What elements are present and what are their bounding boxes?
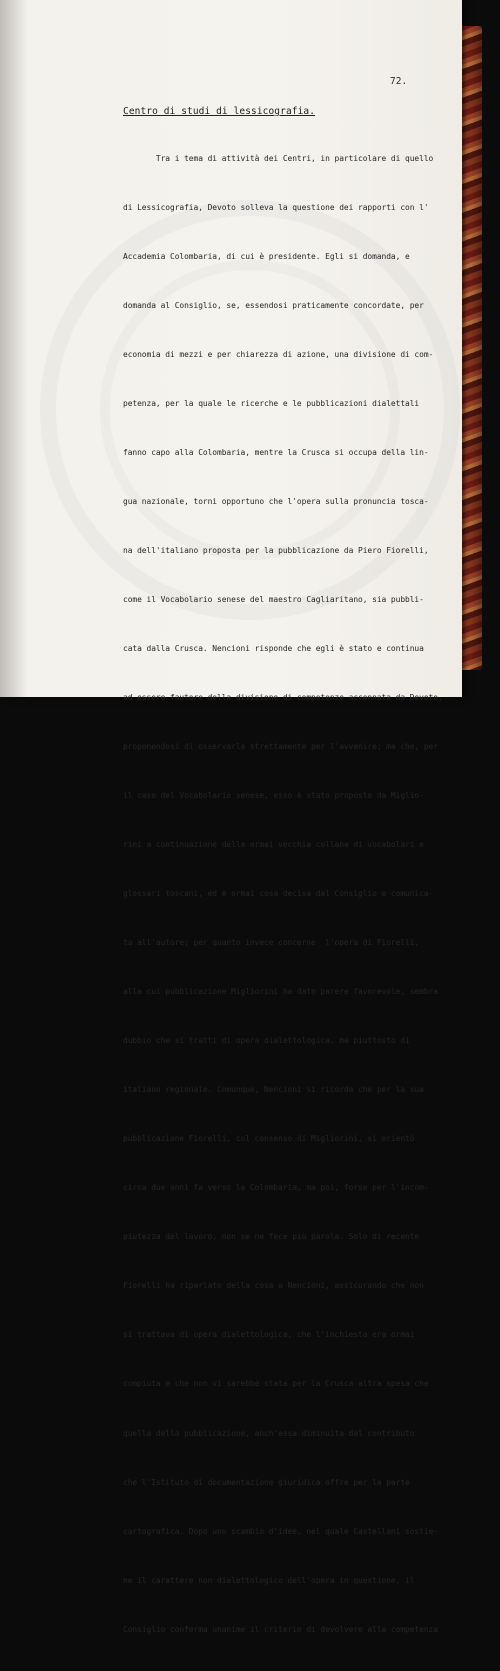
text-line: proponendosi di osservarla strettamente per l'avvenire; ma che, per: [123, 742, 438, 752]
text-line: domanda al Consiglio, se, essendosi praticamente concordate, per: [123, 300, 424, 310]
text-line: glossari toscani, ed è ormai cosa decisa dal Consiglio e comunica-: [123, 889, 434, 899]
text-line: si trattava di opera dialettologica, che l'inchiesta era ormai: [123, 1330, 415, 1340]
text-line: italiano regionale. Comunque, Nencioni si ricorda che per la sua: [123, 1085, 424, 1095]
text-line: ad essere fautore della divisione di competenze accennata da Devoto,: [123, 693, 443, 703]
text-line: di Lessicografia, Devoto solleva la questione dei rapporti con l': [123, 202, 429, 212]
text-line: Fiorelli ha riparlato della cosa a Nencioni, assicurando che non: [123, 1281, 424, 1291]
text-line: come il Vocabolario senese del maestro Cagliaritano, sia pubbli-: [123, 594, 424, 604]
text-line: na dell'italiano proposta per la pubblicazione da Piero Fiorelli,: [123, 545, 429, 555]
text-line: piutezza del lavoro, non se ne fece più parola. Solo di recente: [123, 1232, 420, 1242]
text-line: fanno capo alla Colombaria, mentre la Crusca si occupa della lin-: [123, 447, 429, 457]
text-line: gua nazionale, torni opportuno che l'opera sulla pronuncia tosca-: [123, 496, 429, 506]
text-line: pubblicazione Fiorelli, col consenso di Migliorini, si orientò: [123, 1134, 415, 1144]
text-line: ta all'autore; per quanto invece concerne l'opera di Fiorelli,: [123, 938, 420, 948]
text-line: dubbio che si tratti di opera dialettologica, ma piuttosto di: [123, 1036, 410, 1046]
text-line: cartografica. Dopo uno scambio d'idee, nel quale Castellani sostie-: [123, 1526, 438, 1536]
page-fold-shadow: [0, 0, 28, 697]
text-line: compiuta e che non vi sarebbe stata per la Crusca altra spesa che: [123, 1379, 429, 1389]
page-number: 72.: [390, 76, 408, 87]
text-line: petenza, per la quale le ricerche e le pubblicazioni dialettali: [123, 398, 420, 408]
text-line: il caso del Vocabolario senese, esso è stato proposto da Miglio-: [123, 791, 424, 801]
text-line: quella della pubblicazione, anch'essa diminuita dal contributo: [123, 1428, 415, 1438]
text-line: ne il carattere non dialettologico dell'opera in questione, il: [123, 1575, 415, 1585]
body-text: [123, 118, 443, 1671]
text-line: cata dalla Crusca. Nencioni risponde che egli è stato e continua: [123, 644, 424, 653]
text-line: che l'Istituto di documentazione giuridica offre per la parte: [123, 1477, 410, 1487]
section-heading: Centro di studi di lessicografia.: [123, 106, 316, 117]
text-line: Consiglio conferma unanime il criterio di devolvere alla competenza: [123, 1624, 438, 1634]
text-line: economia di mezzi e per chiarezza di azione, una divisione di com-: [123, 349, 434, 359]
text-line: Accademia Colombaria, di cui è presidente. Egli si domanda, e: [123, 251, 410, 261]
text-line: alla cui pubblicazione Migliorini ha dato parere favorevole, sembra: [123, 987, 438, 997]
text-line: Tra i tema di attività dei Centri, in particolare di quello: [123, 153, 434, 163]
text-line: circa due anni fa verso la Colombaria, ma poi, forse per l'incom-: [123, 1183, 429, 1193]
text-line: rini a continuazione della ormai vecchia collana di vocabolari e: [123, 840, 424, 850]
